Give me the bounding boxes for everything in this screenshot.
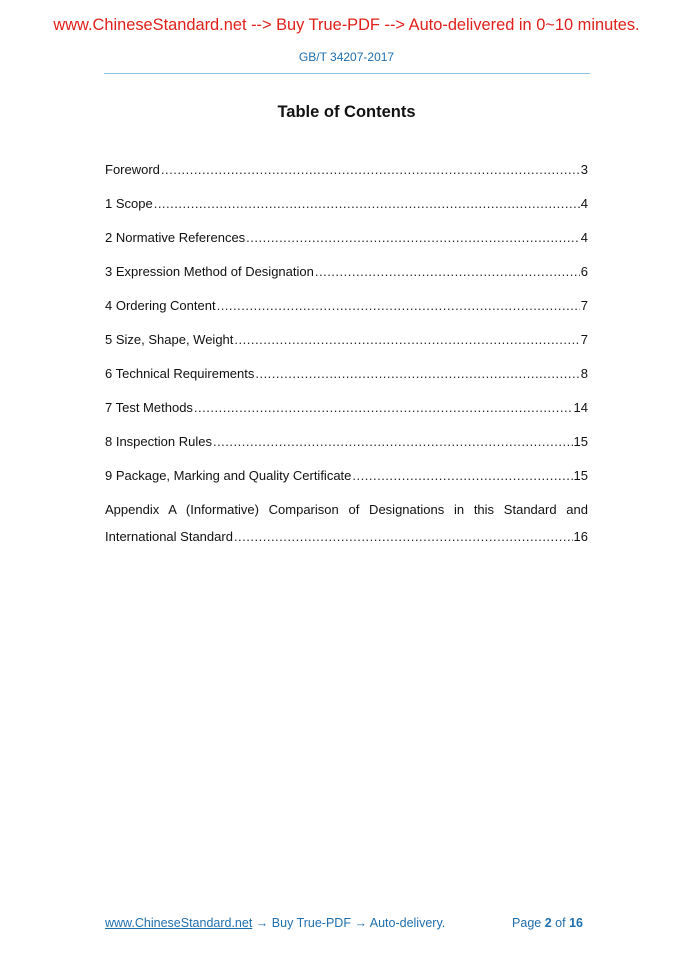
footer-site-link[interactable]: www.ChineseStandard.net [105,916,253,930]
toc-entry-appendix-a[interactable] [105,500,588,547]
header-divider [104,73,590,74]
document-code: GB/T 34207-2017 [298,50,395,64]
toc-entry-package-marking[interactable] [105,466,588,500]
toc-entry-normative-references[interactable] [105,228,588,262]
toc-entry-page: 16 [573,529,588,544]
toc-entry-label: 9 Package, Marking and Quality Certificate [105,468,352,483]
dot-leader [315,262,580,282]
toc-entry-label: 5 Size, Shape, Weight [105,332,234,347]
toc-entry-page: 6 [580,264,588,279]
toc-entry-inspection-rules[interactable] [105,432,588,466]
toc-entry-label: 8 Inspection Rules [105,434,212,449]
dot-leader [194,398,573,418]
toc-entry-page: 7 [580,298,588,313]
table-of-contents [105,160,588,547]
footer-promo [105,916,445,930]
dot-leader [246,228,580,248]
toc-entry-page: 4 [580,196,588,211]
toc-entry-scope[interactable] [105,194,588,228]
dot-leader [352,466,572,486]
toc-entry-page: 3 [580,162,588,177]
toc-entry-technical-requirements[interactable] [105,364,588,398]
footer-auto-text: Auto-delivery. [369,916,446,930]
dot-leader [255,364,579,384]
arrow-right-icon: → [354,916,367,930]
toc-entry-page: 8 [580,366,588,381]
toc-entry-page: 4 [580,230,588,245]
toc-entry-page: 15 [573,434,588,449]
toc-entry-expression-method[interactable] [105,262,588,296]
dot-leader [161,160,580,180]
toc-entry-page: 15 [573,468,588,483]
toc-entry-label: 2 Normative References [105,230,246,245]
toc-entry-label: 3 Expression Method of Designation [105,264,314,279]
toc-entry-page: 7 [580,332,588,347]
dot-leader [234,527,573,547]
toc-entry-size-shape-weight[interactable] [105,330,588,364]
toc-entry-test-methods[interactable] [105,398,588,432]
toc-entry-label: 7 Test Methods [105,400,193,415]
dot-leader [234,330,579,350]
page-title: Table of Contents [277,103,416,121]
toc-entry-label: 1 Scope [105,196,153,211]
page-word: Page [512,916,542,930]
toc-entry-label-line1: Appendix A (Informative) Comparison of Designations in this Standard and [105,502,588,517]
of-word: of [555,916,566,930]
page-footer [105,916,583,930]
page-indicator [512,916,583,930]
arrow-right-icon: → [255,916,269,930]
dot-leader [154,194,580,214]
dot-leader [217,296,580,316]
toc-entry-label-line2: International Standard [105,529,233,544]
current-page-number: 2 [544,916,552,930]
toc-entry-label: 6 Technical Requirements [105,366,255,381]
toc-entry-page: 14 [573,400,588,415]
promo-banner[interactable]: www.ChineseStandard.net --> Buy True-PDF --> Auto-delivered in 0~10 minutes. [53,16,640,34]
toc-entry-label: Foreword [105,162,160,177]
dot-leader [213,432,573,452]
toc-entry-label: 4 Ordering Content [105,298,216,313]
toc-entry-ordering-content[interactable] [105,296,588,330]
toc-entry-foreword[interactable] [105,160,588,194]
footer-buy-text: Buy True-PDF [271,916,351,930]
total-page-number: 16 [569,916,583,930]
